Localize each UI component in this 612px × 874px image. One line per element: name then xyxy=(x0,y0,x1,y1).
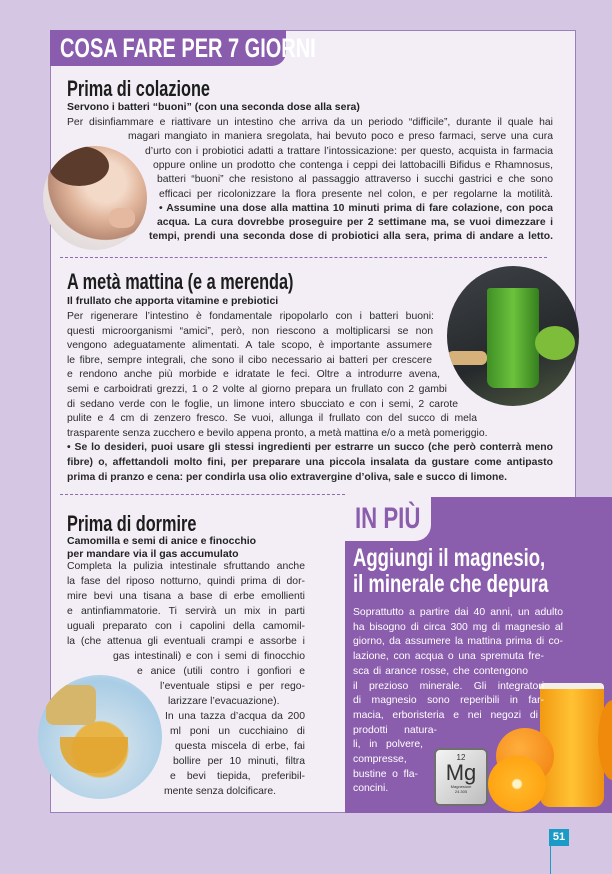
body-line: acqua. La cura dovrebbe proseguire per 2 settimane ma, se vuoi dimezzare i xyxy=(157,217,553,229)
inpiu-title: il minerale che depura xyxy=(353,570,549,598)
body-line: pulite e 4 cm di zenzero fresco. Se vuoi, allunga il frullato con del succo di mela xyxy=(67,413,477,425)
body-line: questi microorganismi “amici”, però, non riescono a moltiplicarsi se non xyxy=(67,325,433,337)
section-subtitle-breakfast: Servono i batteri “buoni” (con una seconda dose alla sera) xyxy=(67,101,360,113)
page-number: 51 xyxy=(549,829,569,846)
element-mass: 24.305 xyxy=(454,789,468,794)
section-divider xyxy=(60,494,345,495)
body-line: • Assumine una dose alla mattina 10 minuti prima di fare colazione, con poca xyxy=(159,202,553,214)
body-line: li, in polvere, xyxy=(353,739,423,751)
body-line: oppure online un prodotto che contenga i ceppi dei lattobacilli Bifidus e Rhamnosus, xyxy=(153,159,553,171)
body-line: questa miscela di erbe, fai xyxy=(175,741,305,752)
ginger-shape xyxy=(447,351,487,365)
body-line: e antinfiammatorie. Ti servirà un mix in parti xyxy=(67,606,305,617)
page-title: COSA FARE PER 7 GIORNI xyxy=(60,33,316,63)
section-subtitle-bedtime: Camomilla e semi di anice e finocchio xyxy=(67,535,257,547)
woman-taking-pill-image xyxy=(43,146,147,250)
body-line: gas intestinali) e con i semi di finocchio xyxy=(113,651,305,662)
magnesium-element-tile xyxy=(434,748,488,806)
body-line: magari mangiato in maniera sregolata, hai bevuto poco e preso farmaci, serve una cura xyxy=(128,131,553,143)
body-line: d’urto con i probiotici adatti a trattare l’intossicazione: per questo, acquista in farmacia xyxy=(145,145,553,157)
body-line: tempi, prendi una seconda dose di probiotici alla sera, prima di andare a letto. xyxy=(149,231,553,243)
lime-shape xyxy=(535,326,575,360)
section-title-midmorning: A metà mattina (e a merenda) xyxy=(67,269,294,294)
body-line: di magnesio sono reperibili in far- xyxy=(353,695,544,707)
inpiu-title: Aggiungi il magnesio, xyxy=(353,544,546,572)
body-line: e rendono anche più morbide e idratate le feci. Oltre a introdurre avena, xyxy=(67,369,440,381)
page-number-rule xyxy=(550,846,551,874)
body-line: fibre) o, affettandoli molto fini, per preparare una piccola insalata da gustare come antipasto xyxy=(67,457,553,468)
herb-jar-shape xyxy=(46,685,96,725)
body-line: l’eventuale stipsi e per rego- xyxy=(160,681,305,692)
section-divider xyxy=(60,257,547,258)
body-line: mire bevi una tisana a base di erbe emollienti xyxy=(67,591,305,602)
body-line: la fase del riposo notturno, quindi prima di dor- xyxy=(67,576,305,587)
body-line: bollire per 10 minuti, filtra xyxy=(173,756,305,767)
element-name: Magnesium xyxy=(450,784,472,789)
hair-shape xyxy=(49,146,109,186)
hand-shape xyxy=(109,208,135,228)
body-line: sca di arance rosse, che contengono xyxy=(353,665,528,677)
body-line: trasparente senza zucchero e bevilo appena pronto, a metà mattina e/o a metà pomeriggio. xyxy=(67,427,488,439)
body-line: giorno, da assumere la mattina prima di co- xyxy=(353,636,563,648)
body-line: concini. xyxy=(353,783,389,795)
body-line: la (che attenua gli eventuali crampi e assorbe i xyxy=(67,636,305,647)
body-line: le fibre, sempre integrali, che sono il cibo necessario ai batteri per crescere xyxy=(67,354,432,366)
body-line: compresse, xyxy=(353,754,407,765)
body-line: ml poni un cucchiaino di xyxy=(170,726,305,737)
body-line: • Se lo desideri, puoi usare gli stessi ingredienti per estrarre un succo (che però conterrà meno xyxy=(67,442,553,454)
body-line: lazione, con acqua o una spremuta fre- xyxy=(353,651,544,663)
body-line: Soprattutto a partire dai 40 anni, un adulto xyxy=(353,607,563,618)
element-symbol: Mg xyxy=(445,760,477,785)
body-line: prima di pranzo e cena: per condirla usa olio extravergine d’oliva, sale e succo di limone. xyxy=(67,471,508,483)
body-line: ha bisogno di circa 300 mg di magnesio al xyxy=(353,621,563,633)
section-title-bedtime: Prima di dormire xyxy=(67,511,197,536)
smoothie-glass-shape xyxy=(487,288,539,388)
section-subtitle-bedtime: per mandare via il gas accumulato xyxy=(67,548,239,560)
body-line: uguali preparato con i capolini della camomil- xyxy=(67,621,305,632)
orange-half-shape xyxy=(488,756,546,812)
body-line: prodotti natura- xyxy=(353,724,437,736)
green-smoothie-image xyxy=(447,266,579,406)
body-line: larizzare l’evacuazione). xyxy=(168,696,280,707)
section-title-breakfast: Prima di colazione xyxy=(67,76,210,101)
body-line: efficaci per ricolonizzare la flora presente nel colon, e per regolarne la motilità. xyxy=(159,188,553,200)
body-line: semi e carboidrati grezzi, 1 o 2 volte al giorno prepara un frullato con 2 gambi xyxy=(67,384,447,395)
body-line: mente senza dolcificare. xyxy=(164,786,277,797)
body-line: vengono adeguatamente alimentati. A tale scopo, è importante assumere xyxy=(67,340,432,352)
chamomile-tea-image xyxy=(38,675,162,799)
body-line: di sedano verde con le foglie, un limone intero sbucciato e con i semi, 2 carote xyxy=(67,398,458,410)
inpiu-label: IN PIÙ xyxy=(355,502,421,535)
body-line: il prezioso minerale. Gli integratori xyxy=(353,680,544,692)
body-line: batteri “buoni” che resistono al passaggio attraverso i succhi gastrici e che sono xyxy=(157,174,553,186)
body-line: Per rigenerare l’intestino è fondamentale ripopolarlo con i batteri buoni: xyxy=(67,311,434,322)
tea-cup-shape xyxy=(60,737,128,773)
body-line: macia, erboristeria e nei negozi di xyxy=(353,709,538,721)
section-subtitle-midmorning: Il frullato che apporta vitamine e prebiotici xyxy=(67,295,279,307)
body-line: e bevi tiepida, preferibil- xyxy=(170,771,305,782)
element-number: 12 xyxy=(456,753,466,762)
body-line: Per disinfiammare e riattivare un intestino che arriva da un periodo “difficile”, durante il quale hai xyxy=(67,117,553,128)
body-line: bustine o fla- xyxy=(353,768,418,780)
body-line: In una tazza d’acqua da 200 xyxy=(165,711,305,722)
body-line: Completa la pulizia intestinale sfruttando anche xyxy=(67,561,305,572)
body-line: e anice (utili contro i gonfiori e xyxy=(137,666,305,677)
